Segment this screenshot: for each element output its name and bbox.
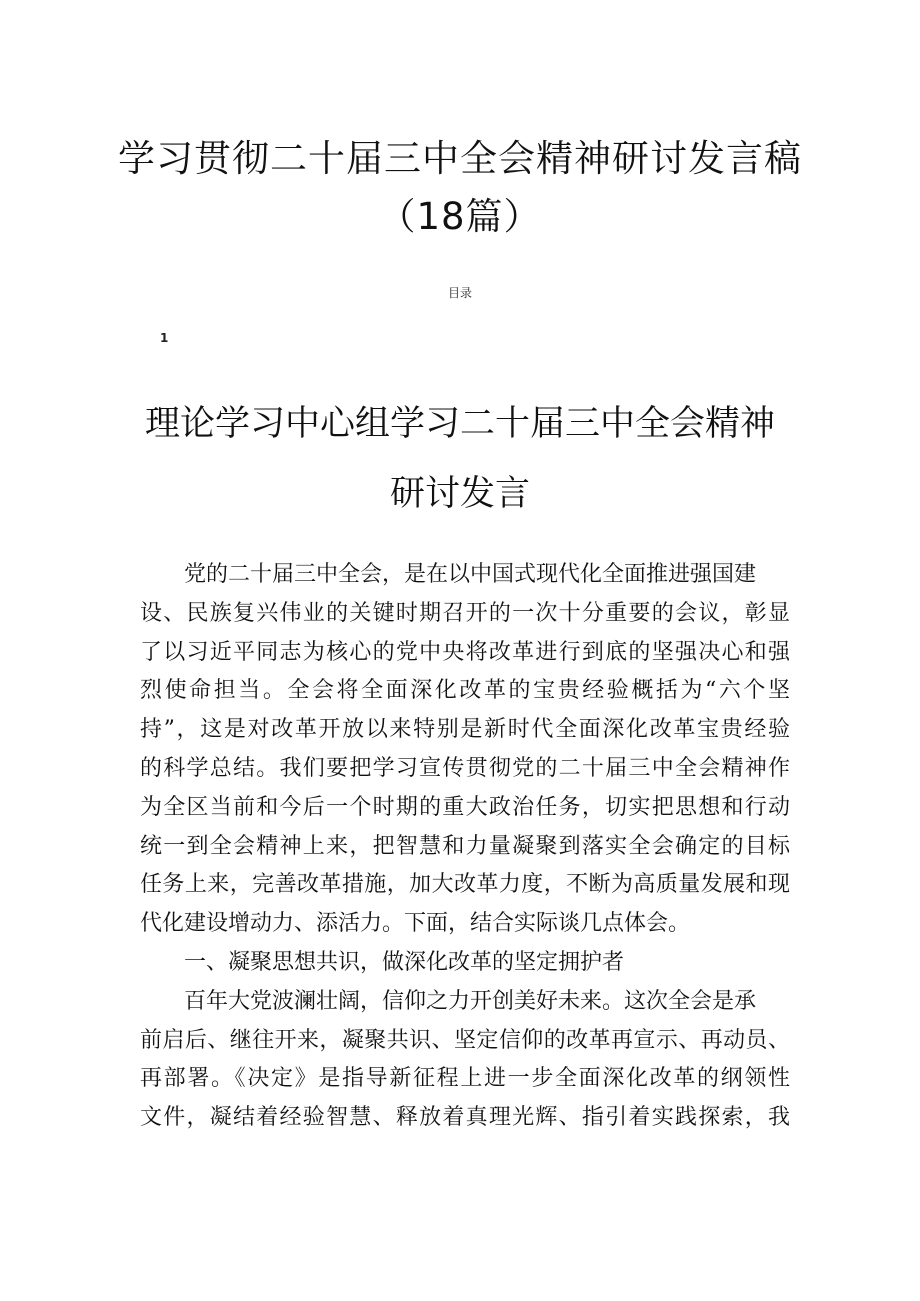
body-line: 文件，凝结着经验智慧、释放着真理光辉、指引着实践探索，我 [140,1105,790,1131]
body-line: 了以习近平同志为核心的党中央将改革进行到底的坚强决心和强 [140,639,790,665]
body-line: 党的二十届三中全会，是在以中国式现代化全面推进强国建 [184,562,757,587]
document-title-line-2: （18篇） [378,195,542,238]
body-line: 前启后、继往开来，凝聚共识、坚定信仰的改革再宣示、再动员、 [140,1027,790,1053]
body-line: 设、民族复兴伟业的关键时期召开的一次十分重要的会议，彰显 [140,600,790,626]
subheading: 一、凝聚思想共识，做深化改革的坚定拥护者 [184,949,625,975]
body-line: 烈使命担当。全会将全面深化改革的宝贵经验概括为“六个坚 [140,678,790,704]
body-text [140,556,790,1138]
section-title-line-1: 理论学习中心组学习二十届三中全会精神 [144,404,775,444]
document-title-line-1: 学习贯彻二十届三中全会精神研讨发言稿 [118,137,802,180]
body-line: 再部署。《决定》是指导新征程上进一步全面深化改革的纲领性 [140,1066,790,1092]
body-line: 持”，这是对改革开放以来特别是新时代全面深化改革宝贵经验 [140,717,790,743]
toc-item-number: 1 [160,331,169,345]
section-title-line-2: 研讨发言 [389,474,530,514]
table-of-contents-label: 目录 [447,286,472,300]
body-line: 代化建设增动力、添活力。下面，结合实际谈几点体会。 [140,911,691,937]
body-line: 任务上来，完善改革措施，加大改革力度，不断为高质量发展和现 [140,872,790,898]
body-line: 的科学总结。我们要把学习宣传贯彻党的二十届三中全会精神作 [140,755,790,781]
body-line: 百年大党波澜壮阔，信仰之力开创美好未来。这次全会是承 [184,988,757,1014]
body-line: 为全区当前和今后一个时期的重大政治任务，切实把思想和行动 [140,794,790,820]
body-line: 统一到全会精神上来，把智慧和力量凝聚到落实全会确定的目标 [140,833,790,859]
